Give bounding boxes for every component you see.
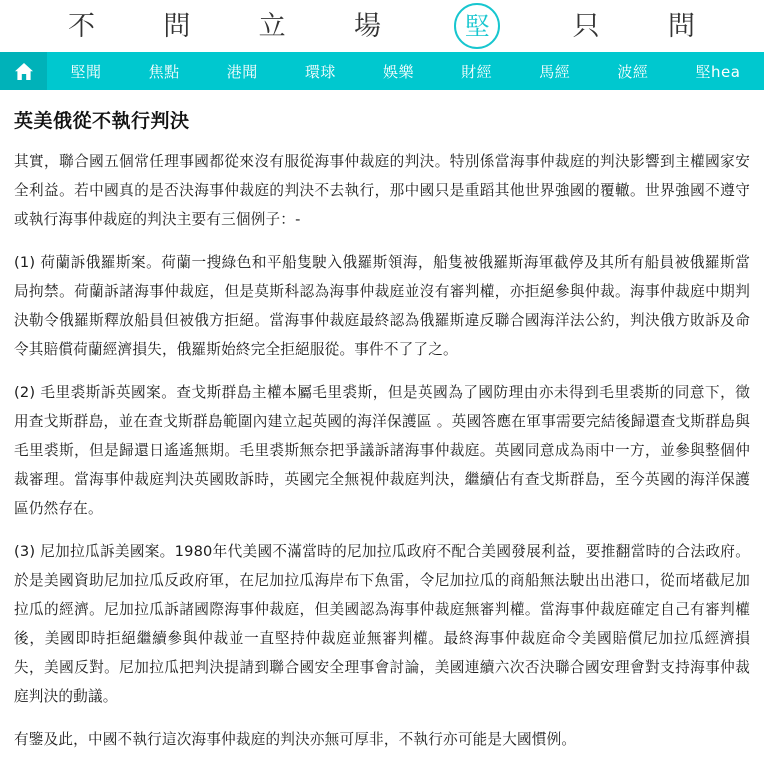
masthead-char-6: 問 <box>667 10 696 42</box>
article-paragraph-0: 其實，聯合國五個常任理事國都從來沒有服從海事仲裁庭的判決。特別係當海事仲裁庭的判決影響到主權國家安全利益。若中國真的是否決海事仲裁庭的判決不去執行，那中國只是重蹈其他世界強國的覆轍。世界強國不遵守或執行海事仲裁庭的判決主要有三個例子：- <box>14 153 750 228</box>
nav-home-button[interactable] <box>0 52 47 90</box>
masthead-char-3: 立 <box>258 10 287 42</box>
article-body <box>0 90 764 764</box>
nav-item-0[interactable]: 堅聞 <box>70 62 102 81</box>
article-paragraph-3: (3) 尼加拉瓜訴美國案。1980年代美國不滿當時的尼加拉瓜政府不配合美國發展利益，要推翻當時的合法政府。於是美國資助尼加拉瓜反政府軍，在尼加拉瓜海岸布下魚雷，令尼加拉瓜的商船無法駛出出港口，從而堵截尼加拉瓜的經濟。尼加拉瓜訴諸國際海事仲裁庭，但美國認為海事仲裁庭無審判權。當海事仲裁庭確定自己有審判權後，美國即時拒絕繼續參與仲裁並一直堅持仲裁庭並無審判權。最終海事仲裁庭命令美國賠償尼加拉瓜經濟損失，美國反對。尼加拉瓜把判決提請到聯合國安全理事會討論，美國連續六次否決聯合國安理會對支持海事仲裁庭判決的動議。 <box>14 543 750 705</box>
main-navigation <box>0 52 764 90</box>
nav-item-2[interactable]: 港聞 <box>226 62 258 81</box>
masthead-char-1: 不 <box>68 10 96 42</box>
nav-item-5[interactable]: 財經 <box>461 62 493 81</box>
article-paragraph-1: (1) 荷蘭訴俄羅斯案。荷蘭一搜綠色和平船隻駛入俄羅斯領海，船隻被俄羅斯海軍截停及其所有船員被俄羅斯當局拘禁。荷蘭訴諸海事仲裁庭，但是莫斯科認為海事仲裁庭並沒有審判權，亦拒絕參與仲裁。海事仲裁庭中期判決勒令俄羅斯釋放船員但被俄方拒絕。當海事仲裁庭最終認為俄羅斯違反聯合國海洋法公約，判決俄方敗訴及命令其賠償荷蘭經濟損失，俄羅斯始終完全拒絕服從。事件不了了之。 <box>14 254 750 358</box>
page-title: 英美俄從不執行判決 <box>14 110 190 132</box>
article-paragraph-2: (2) 毛里裘斯訴英國案。查戈斯群島主權本屬毛里裘斯，但是英國為了國防理由亦未得到毛里裘斯的同意下，徵用查戈斯群島，並在查戈斯群島範圍內建立起英國的海洋保護區 。英國答應在軍事需要完結後歸還查戈斯群島與毛里裘斯，但是歸還日遙遙無期。毛里裘斯無奈把爭議訴諸海事仲裁庭。英國同意成為雨中一方，並參與整個仲裁審理。當海事仲裁庭判決英國敗訴時，英國完全無視仲裁庭判決，繼續佔有查戈斯群島，至今英國的海洋保護區仍然存在。 <box>14 384 750 517</box>
nav-item-6[interactable]: 馬經 <box>539 62 571 81</box>
masthead-char-2: 問 <box>163 10 192 42</box>
masthead-char-5: 只 <box>572 10 601 42</box>
site-masthead <box>0 0 764 52</box>
logo-glyph: 堅 <box>464 11 490 41</box>
site-logo[interactable] <box>449 3 505 49</box>
home-icon <box>14 62 34 81</box>
masthead-char-4: 場 <box>353 10 382 42</box>
nav-item-1[interactable]: 焦點 <box>148 62 180 81</box>
nav-item-8[interactable]: 堅hea <box>695 62 741 81</box>
article-paragraph-4: 有鑒及此，中國不執行這次海事仲裁庭的判決亦無可厚非，不執行亦可能是大國慣例。 <box>14 731 577 748</box>
nav-item-4[interactable]: 娛樂 <box>383 62 415 81</box>
nav-item-7[interactable]: 波經 <box>617 62 649 81</box>
nav-item-3[interactable]: 環球 <box>304 62 336 81</box>
masthead-inner <box>62 3 702 49</box>
